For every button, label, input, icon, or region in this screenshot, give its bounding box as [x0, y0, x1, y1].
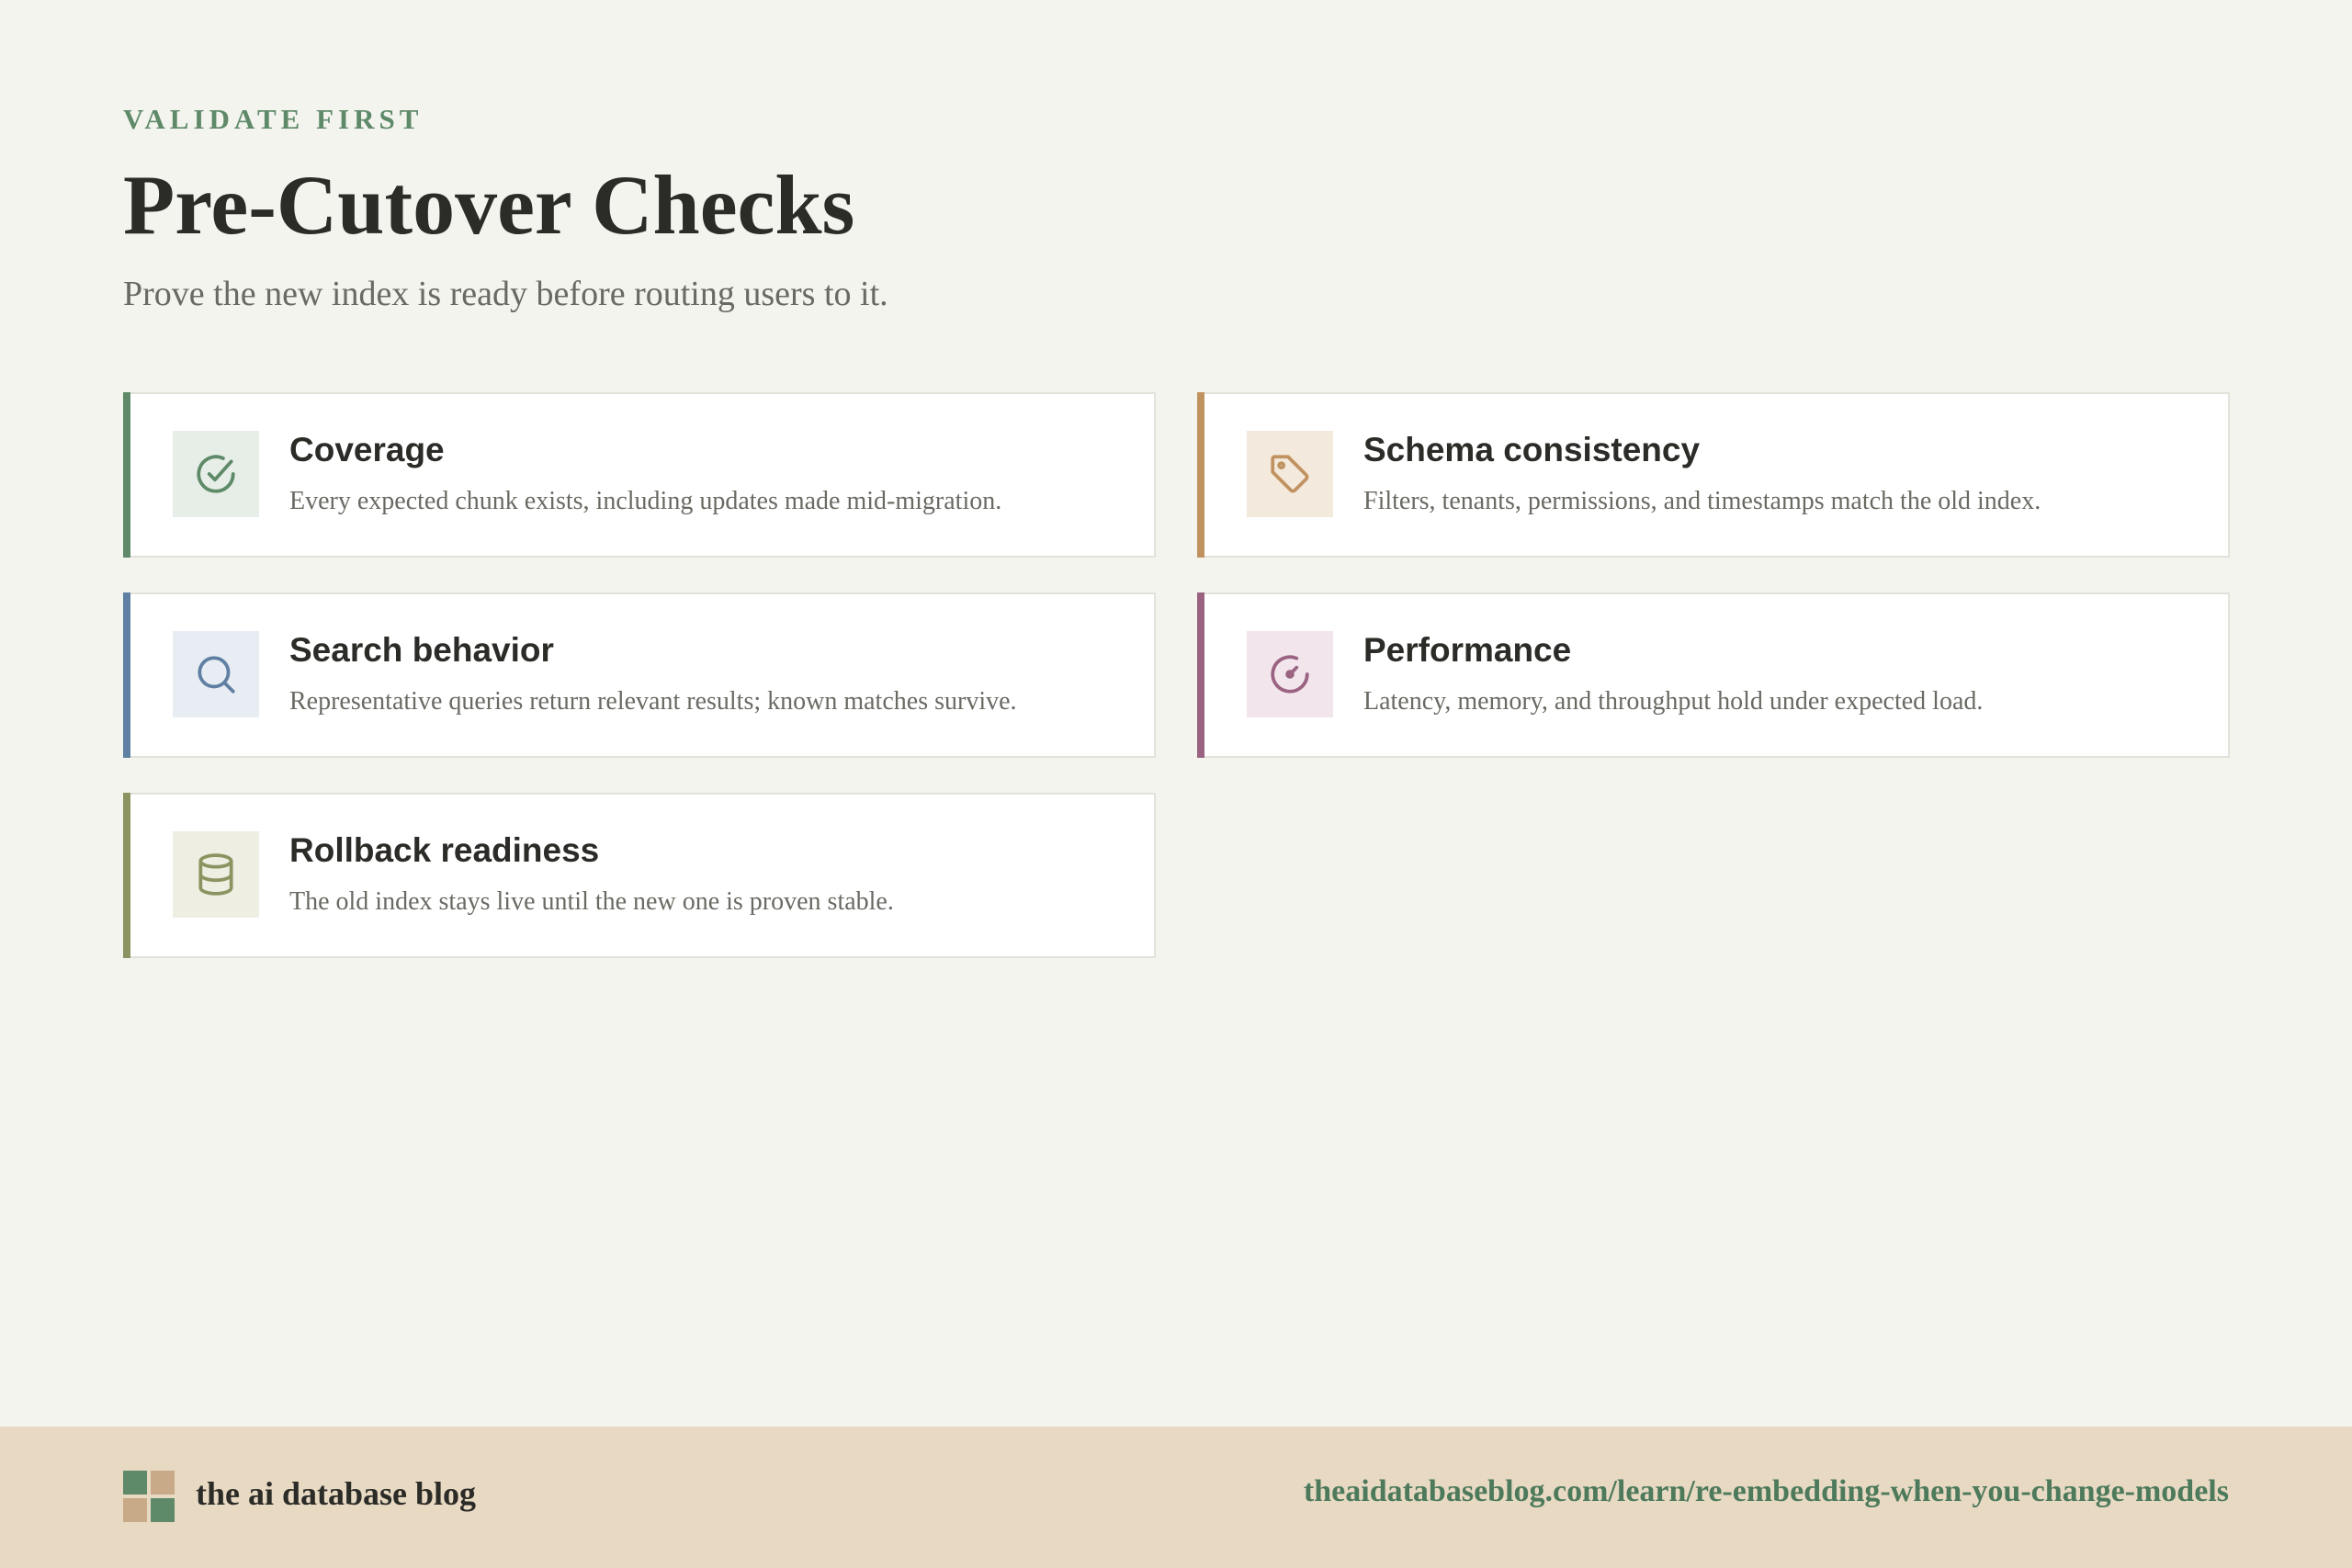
logo-square — [123, 1498, 147, 1522]
page-subtitle: Prove the new index is ready before routing users to it. — [123, 275, 888, 313]
tag-icon — [1267, 451, 1313, 497]
card-title: Schema consistency — [1363, 431, 1701, 468]
check-card-schema-consistency — [1197, 392, 2230, 558]
check-card-performance — [1197, 592, 2230, 758]
card-description: Latency, memory, and throughput hold under expected load. — [1363, 687, 1984, 716]
card-accent-bar — [123, 793, 130, 958]
card-icon-box — [173, 831, 259, 918]
brand-logo-icon — [123, 1471, 175, 1522]
card-description: Filters, tenants, permissions, and timestamps match the old index. — [1363, 487, 2041, 515]
logo-square — [123, 1471, 147, 1495]
card-icon-box — [1247, 431, 1333, 517]
card-description: The old index stays live until the new one is proven stable. — [289, 887, 894, 916]
logo-square — [151, 1498, 175, 1522]
card-icon-box — [1247, 631, 1333, 717]
check-card-search-behavior — [123, 592, 1156, 758]
card-title: Performance — [1363, 631, 1572, 669]
card-accent-bar — [123, 592, 130, 758]
card-description: Every expected chunk exists, including updates made mid-migration. — [289, 487, 1002, 515]
card-title: Coverage — [289, 431, 445, 468]
database-icon — [193, 852, 239, 897]
card-icon-box — [173, 631, 259, 717]
card-icon-box — [173, 431, 259, 517]
article-url[interactable]: theaidatabaseblog.com/learn/re-embedding-when-you-change-models — [1303, 1474, 2229, 1508]
brand-name: the ai database blog — [196, 1475, 477, 1512]
card-accent-bar — [1197, 592, 1204, 758]
footer-bar — [0, 1427, 2352, 1568]
search-icon — [193, 651, 239, 697]
eyebrow-label: VALIDATE FIRST — [123, 103, 424, 135]
check-card-rollback-readiness — [123, 793, 1156, 958]
card-accent-bar — [123, 392, 130, 558]
check-card-coverage — [123, 392, 1156, 558]
logo-square — [151, 1471, 175, 1495]
page-title: Pre-Cutover Checks — [123, 158, 855, 252]
card-title: Search behavior — [289, 631, 554, 669]
gauge-icon — [1267, 651, 1313, 697]
card-description: Representative queries return relevant results; known matches survive. — [289, 687, 1017, 716]
check-circle-icon — [193, 451, 239, 497]
card-accent-bar — [1197, 392, 1204, 558]
card-title: Rollback readiness — [289, 831, 600, 869]
